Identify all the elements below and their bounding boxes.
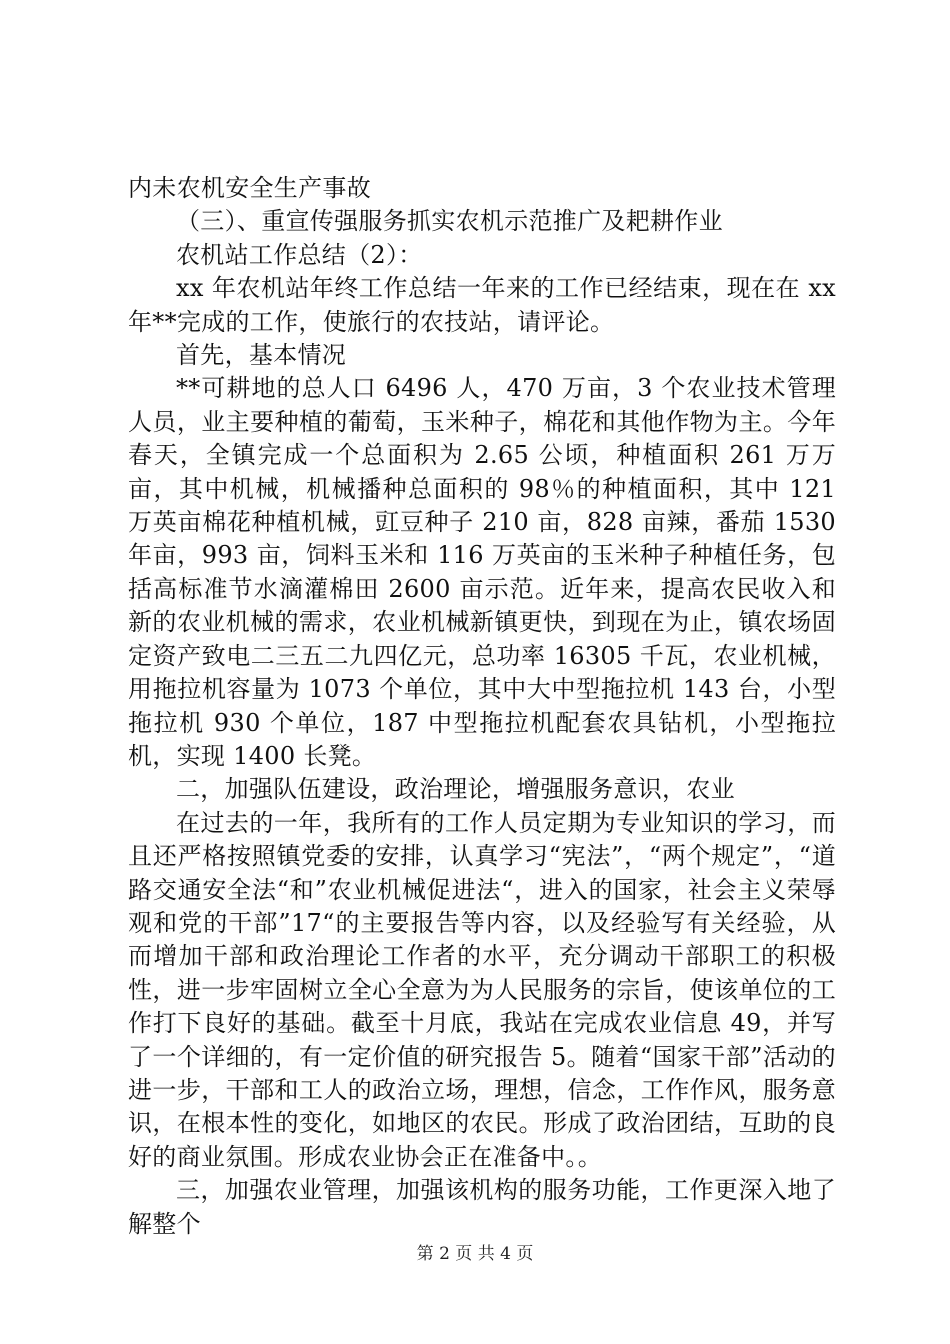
paragraph-8: 在过去的一年，我所有的工作人员定期为专业知识的学习，而且还严格按照镇党委的安排，认真学习“宪法”，“两个规定”，“道路交通安全法“和”农业机械促进法“，进入的国家，社会主义荣辱观和党的干部”17“的主要报告等内容，以及经验写有关经验，从而增加干部和政治理论工作者的水平，充分调动干部职工的积极性，进一步牢固树立全心全意为为人民服务的宗旨，使该单位的工作打下良好的基础。截至十月底，我站在完成农业信息 49，并写了一个详细的，有一定价值的研究报告 5。随着“国家干部”活动的进一步，干部和工人的政治立场，理想，信念，工作作风，服务意识，在根本性的变化，如地区的农民。形成了政治团结，互助的良好的商业氛围。形成农业协会正在准备中。。	[128, 808, 836, 1171]
paragraph-9: 三，加强农业管理，加强该机构的服务功能，工作更深入地了解整个	[128, 1176, 836, 1238]
paragraph-6: **可耕地的总人口 6496 人，470 万亩，3 个农业技术管理人员，业主要种植的葡萄，玉米种子，棉花和其他作物为主。今年春天，全镇完成一个总面积为 2.65 公顷，种植面积 261 万万亩，其中机械，机械播种总面积的 98％的种植面积，其中 121 万英亩棉花种植机械，豇豆种子 210 亩，828 亩辣，番茄 1530 年亩，993 亩，饲料玉米和 116 万英亩的玉米种子种植任务，包括高标准节水滴灌棉田 2600 亩示范。近年来，提高农民收入和新的农业机械的需求，农业机械新镇更快，到现在为止，镇农场固定资产致电二三五二九四亿元，总功率 16305 千瓦，农业机械，用拖拉机容量为 1073 个单位，其中大中型拖拉机 143 台，小型拖拉机 930 个单位，187 中型拖拉机配套农具钻机，小型拖拉机，实现 1400 长凳。	[128, 374, 836, 770]
paragraph-3: 农机站工作总结（2）：	[176, 240, 423, 269]
paragraph-4: xx 年农机站年终工作总结一年来的工作已经结束，现在在 xx 年**完成的工作，使旅行的农技站，请评论。	[128, 274, 836, 336]
paragraph-7: 二，加强队伍建设，政治理论，增强服务意识，农业	[176, 775, 735, 804]
page-footer: 第 2 页 共 4 页	[416, 1244, 534, 1264]
document-body	[128, 172, 836, 1241]
paragraph-5: 首先，基本情况	[176, 341, 347, 370]
paragraph-1: 内未农机安全生产事故	[128, 174, 371, 202]
paragraph-2: （三）、重宣传强服务抓实农机示范推广及耙耕作业	[176, 207, 723, 236]
